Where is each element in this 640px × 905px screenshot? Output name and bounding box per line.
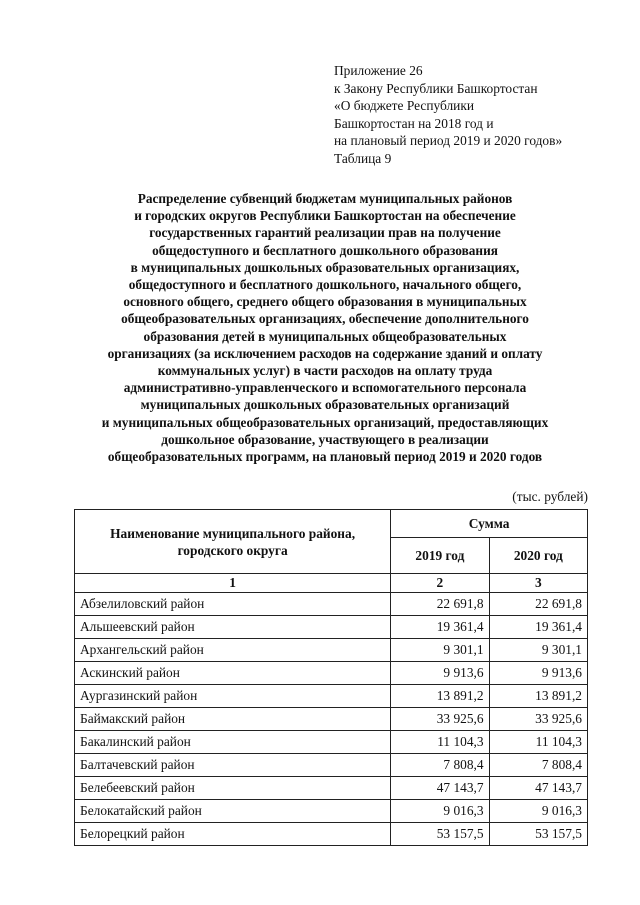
amount-2020: 33 925,6: [489, 708, 587, 731]
table-row: [75, 662, 588, 685]
amount-2019: 33 925,6: [391, 708, 489, 731]
district-name: Аургазинский район: [75, 685, 391, 708]
appendix-line: Башкортостан на 2018 год и: [334, 115, 494, 131]
table-row: [75, 823, 588, 846]
district-name: Белорецкий район: [75, 823, 391, 846]
table-row: [75, 708, 588, 731]
amount-2019: 47 143,7: [391, 777, 489, 800]
amount-2019: 9 016,3: [391, 800, 489, 823]
title-line: организациях (за исключением расходов на содержание зданий и оплату: [107, 345, 543, 361]
title-line: муниципальных дошкольных образовательных организаций: [140, 397, 510, 413]
amount-2019: 22 691,8: [391, 593, 489, 616]
amount-2020: 13 891,2: [489, 685, 587, 708]
title-line: основного общего, среднего общего образования в муниципальных: [123, 294, 527, 310]
amount-2020: 9 301,1: [489, 639, 587, 662]
title-line: образования детей в муниципальных общеобразовательных: [143, 328, 507, 344]
title-line: общеобразовательных организациях, обеспечение дополнительного: [121, 311, 529, 327]
district-name: Абзелиловский район: [75, 593, 391, 616]
appendix-line: к Закону Республики Башкортостан: [334, 80, 538, 96]
appendix-line: на плановый период 2019 и 2020 годов»: [334, 133, 563, 149]
amount-2020: 22 691,8: [489, 593, 587, 616]
table-row: [75, 685, 588, 708]
amount-2019: 53 157,5: [391, 823, 489, 846]
district-name: Альшеевский район: [75, 616, 391, 639]
table-row: [75, 777, 588, 800]
amount-2020: 9 913,6: [489, 662, 587, 685]
title-line: в муниципальных дошкольных образовательных организациях,: [130, 259, 520, 275]
name-column-header: [75, 510, 391, 574]
amount-2019: 9 301,1: [391, 639, 489, 662]
amount-2019: 9 913,6: [391, 662, 489, 685]
table-number: Таблица 9: [334, 150, 392, 166]
amount-2019: 13 891,2: [391, 685, 489, 708]
amount-2019: 19 361,4: [391, 616, 489, 639]
amount-2020: 53 157,5: [489, 823, 587, 846]
amount-2020: 19 361,4: [489, 616, 587, 639]
title-line: общедоступного и бесплатного дошкольного, начального общего,: [128, 277, 522, 293]
appendix-line: Приложение 26: [334, 63, 423, 78]
table-row: [75, 731, 588, 754]
title-line: общеобразовательных программ, на плановый период 2019 и 2020 годов: [107, 449, 543, 465]
subvention-table: [74, 509, 588, 846]
table-row: [75, 593, 588, 616]
amount-2020: 11 104,3: [489, 731, 587, 754]
district-name: Балтачевский район: [75, 754, 391, 777]
title-line: административно-управленческого и вспомогательного персонала: [123, 380, 527, 396]
appendix-line: «О бюджете Республики: [334, 98, 474, 114]
district-name: Баймакский район: [75, 708, 391, 731]
name-header-line: городского округа: [177, 542, 288, 558]
title-line: и муниципальных общеобразовательных организаций, предоставляющих: [101, 414, 549, 430]
amount-2020: 7 808,4: [489, 754, 587, 777]
title-line: дошкольное образование, участвующего в реализации: [161, 431, 489, 447]
district-name: Бакалинский район: [75, 731, 391, 754]
amount-2019: 11 104,3: [391, 731, 489, 754]
district-name: Аскинский район: [75, 662, 391, 685]
sum-header: Сумма: [391, 510, 588, 538]
district-name: Белокатайский район: [75, 800, 391, 823]
column-number: 1: [75, 574, 391, 593]
title-line: и городских округов Республики Башкортостан на обеспечение: [134, 208, 516, 224]
year-2020-header: 2020 год: [489, 538, 587, 574]
column-number: 3: [489, 574, 587, 593]
amount-2020: 47 143,7: [489, 777, 587, 800]
amount-2019: 7 808,4: [391, 754, 489, 777]
title-line: общедоступного и бесплатного дошкольного образования: [152, 242, 498, 258]
district-name: Архангельский район: [75, 639, 391, 662]
table-row: [75, 754, 588, 777]
name-header-line: Наименование муниципального района,: [110, 525, 356, 541]
units-label: (тыс. рублей): [512, 489, 588, 504]
table-row: [75, 800, 588, 823]
column-number: 2: [391, 574, 489, 593]
table-row: [75, 639, 588, 662]
title-line: коммунальных услуг) в части расходов на оплату труда: [157, 363, 493, 379]
district-name: Белебеевский район: [75, 777, 391, 800]
title-line: государственных гарантий реализации прав на получение: [149, 225, 501, 241]
year-2019-header: 2019 год: [391, 538, 489, 574]
title-line: Распределение субвенций бюджетам муниципальных районов: [137, 191, 513, 206]
appendix-reference: [334, 62, 562, 168]
document-title: [60, 190, 590, 465]
amount-2020: 9 016,3: [489, 800, 587, 823]
table-row: [75, 616, 588, 639]
